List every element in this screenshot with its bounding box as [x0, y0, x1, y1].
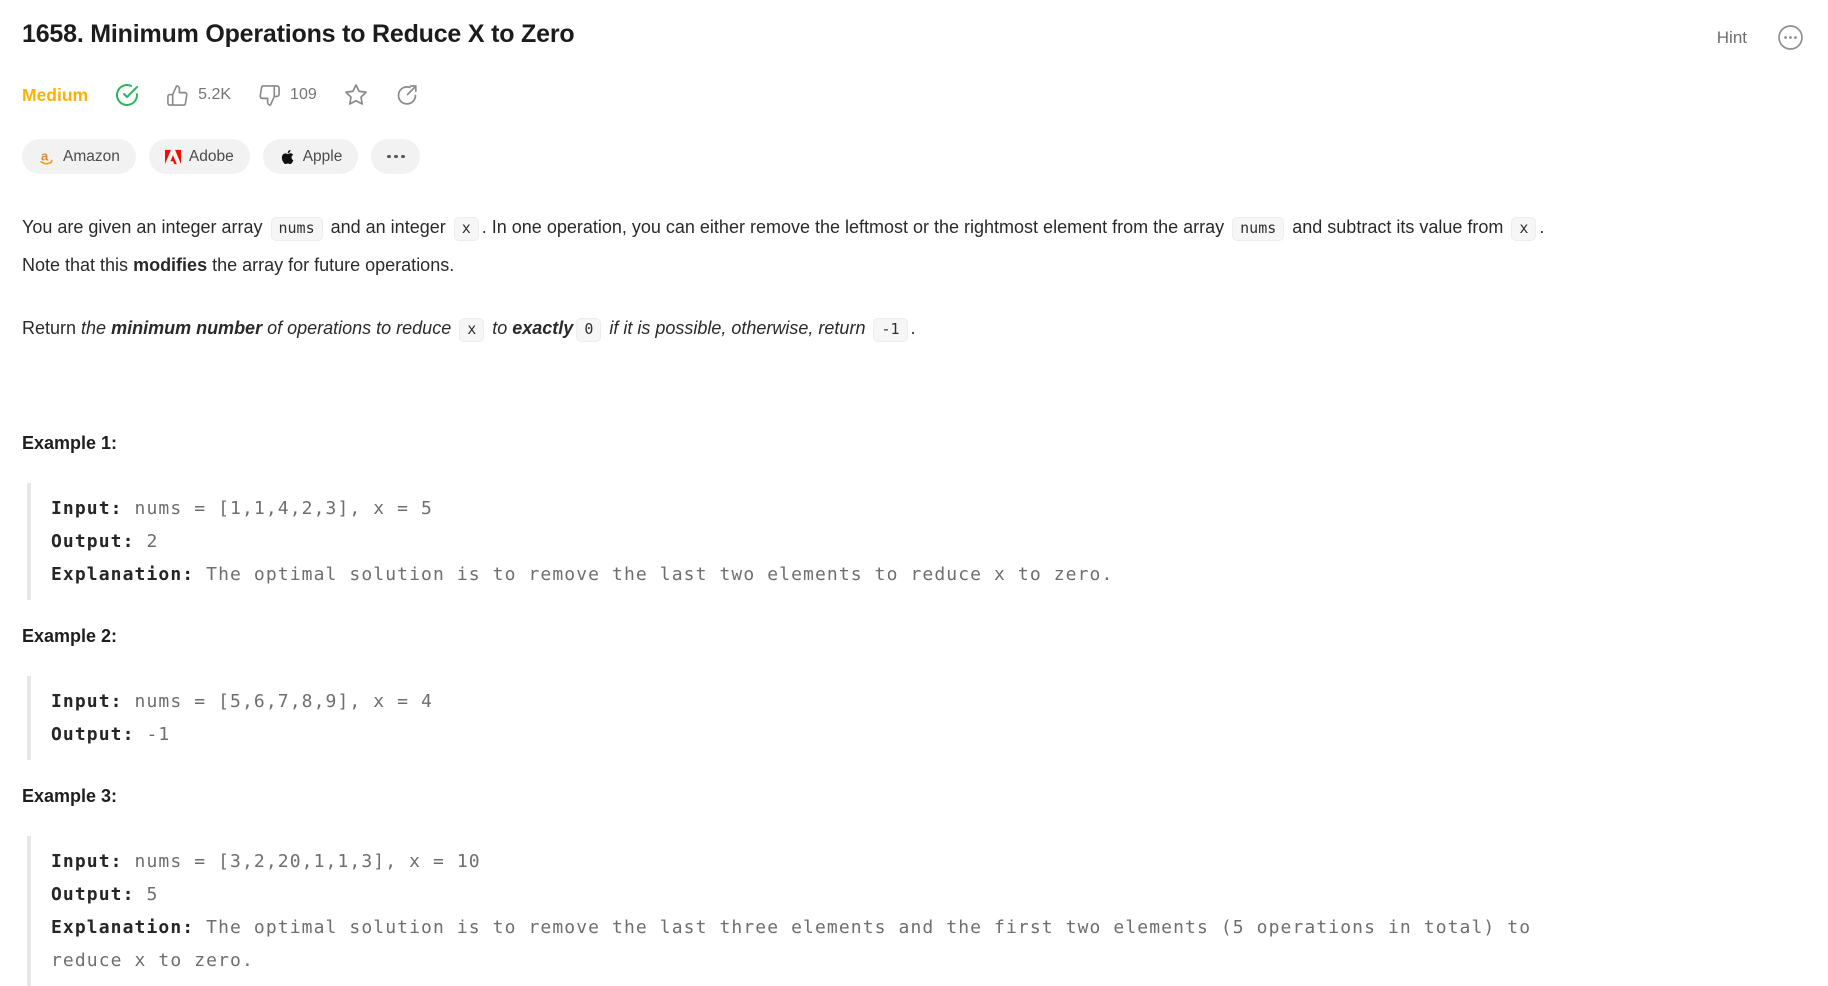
problem-description [22, 209, 1552, 348]
tag-more-button[interactable] [371, 139, 420, 174]
output-line [51, 718, 1567, 751]
statement-bold-text: modifies [133, 255, 208, 275]
share-icon[interactable] [395, 83, 419, 107]
example-3-heading: Example 3: [22, 786, 118, 806]
input-value: nums = [5,6,7,8,9], x = 4 [122, 691, 433, 712]
output-value: 5 [134, 884, 159, 905]
company-tags-row [22, 139, 1806, 174]
hint-button[interactable]: Hint [1716, 27, 1747, 47]
input-value: nums = [1,1,4,2,3], x = 5 [122, 498, 433, 519]
return-statement-paragraph [22, 310, 1552, 348]
explanation-value: The optimal solution is to remove the last two elements to reduce x to zero. [194, 564, 1114, 585]
statement-text: You are given an integer array [22, 217, 268, 237]
statement-text: and an integer [325, 217, 451, 237]
statement-bold-italic-text: exactly [512, 318, 574, 338]
favorite-star-icon[interactable] [344, 83, 368, 107]
statement-text: . Note that this [22, 217, 1545, 275]
output-value: -1 [134, 724, 171, 745]
svg-text:a: a [41, 148, 49, 164]
explanation-label: Explanation: [51, 917, 195, 938]
inline-code-neg1: -1 [873, 318, 907, 342]
inline-code-x: x [459, 318, 484, 342]
inline-code-x: x [1511, 217, 1536, 241]
adobe-logo-icon [165, 149, 181, 165]
thumbs-down-icon [258, 84, 281, 107]
tag-label: Apple [302, 147, 343, 165]
apple-logo-icon [279, 148, 295, 166]
example-1-block [27, 483, 1567, 600]
tag-label: Amazon [63, 147, 120, 165]
explanation-line [51, 558, 1567, 591]
statement-text: and subtract its value from [1287, 217, 1509, 237]
input-line [51, 685, 1567, 718]
statement-text: the array for future operations. [207, 255, 455, 275]
dislike-button[interactable] [258, 84, 317, 107]
difficulty-badge[interactable]: Medium [22, 84, 89, 105]
inline-code-x: x [454, 217, 479, 241]
explanation-line [51, 911, 1567, 977]
explanation-label: Explanation: [51, 564, 195, 585]
tag-apple[interactable] [263, 139, 359, 174]
more-options-icon[interactable] [1777, 24, 1804, 51]
solved-check-icon [115, 83, 139, 107]
example-3-block [27, 836, 1567, 986]
statement-bold-italic-text: minimum number [111, 318, 263, 338]
header-actions [1717, 24, 1804, 51]
page-title: 1658. Minimum Operations to Reduce X to Zero [22, 20, 575, 48]
tag-amazon[interactable] [22, 139, 136, 174]
output-line [51, 878, 1567, 911]
output-label: Output: [51, 884, 135, 905]
statement-italic-text: if it is possible, otherwise, return [604, 318, 871, 338]
output-label: Output: [51, 531, 135, 552]
input-label: Input: [51, 851, 123, 872]
statement-italic-text: to [487, 318, 513, 338]
tag-label: Adobe [188, 147, 234, 165]
inline-code-nums: nums [1232, 217, 1284, 241]
input-label: Input: [51, 691, 123, 712]
like-count: 5.2K [198, 86, 232, 103]
tag-adobe[interactable] [149, 139, 250, 174]
statement-text: . [910, 318, 916, 338]
example-1-heading: Example 1: [22, 433, 118, 453]
problem-statement-paragraph [22, 209, 1552, 284]
like-button[interactable] [166, 84, 231, 107]
example-2-block [27, 676, 1567, 760]
input-label: Input: [51, 498, 123, 519]
thumbs-up-icon [166, 84, 189, 107]
input-value: nums = [3,2,20,1,1,3], x = 10 [122, 851, 481, 872]
statement-text: Return [22, 318, 82, 338]
output-line [51, 525, 1567, 558]
input-line [51, 845, 1567, 878]
inline-code-nums: nums [271, 217, 323, 241]
output-value: 2 [134, 531, 159, 552]
ellipsis-icon [385, 155, 406, 159]
example-2-heading: Example 2: [22, 626, 118, 646]
statement-italic-text: of operations to reduce [262, 318, 457, 338]
output-label: Output: [51, 724, 135, 745]
amazon-logo-icon [38, 148, 55, 165]
inline-code-zero: 0 [576, 318, 601, 342]
statement-italic-text: the [81, 318, 112, 338]
meta-row [22, 81, 1806, 109]
statement-text: . In one operation, you can either remove the leftmost or the rightmost element from the array [481, 217, 1230, 237]
input-line [51, 492, 1567, 525]
dislike-count: 109 [290, 86, 317, 103]
explanation-value: The optimal solution is to remove the last three elements and the first two elements (5 operations in total) to reduce x to zero. [51, 917, 1544, 971]
